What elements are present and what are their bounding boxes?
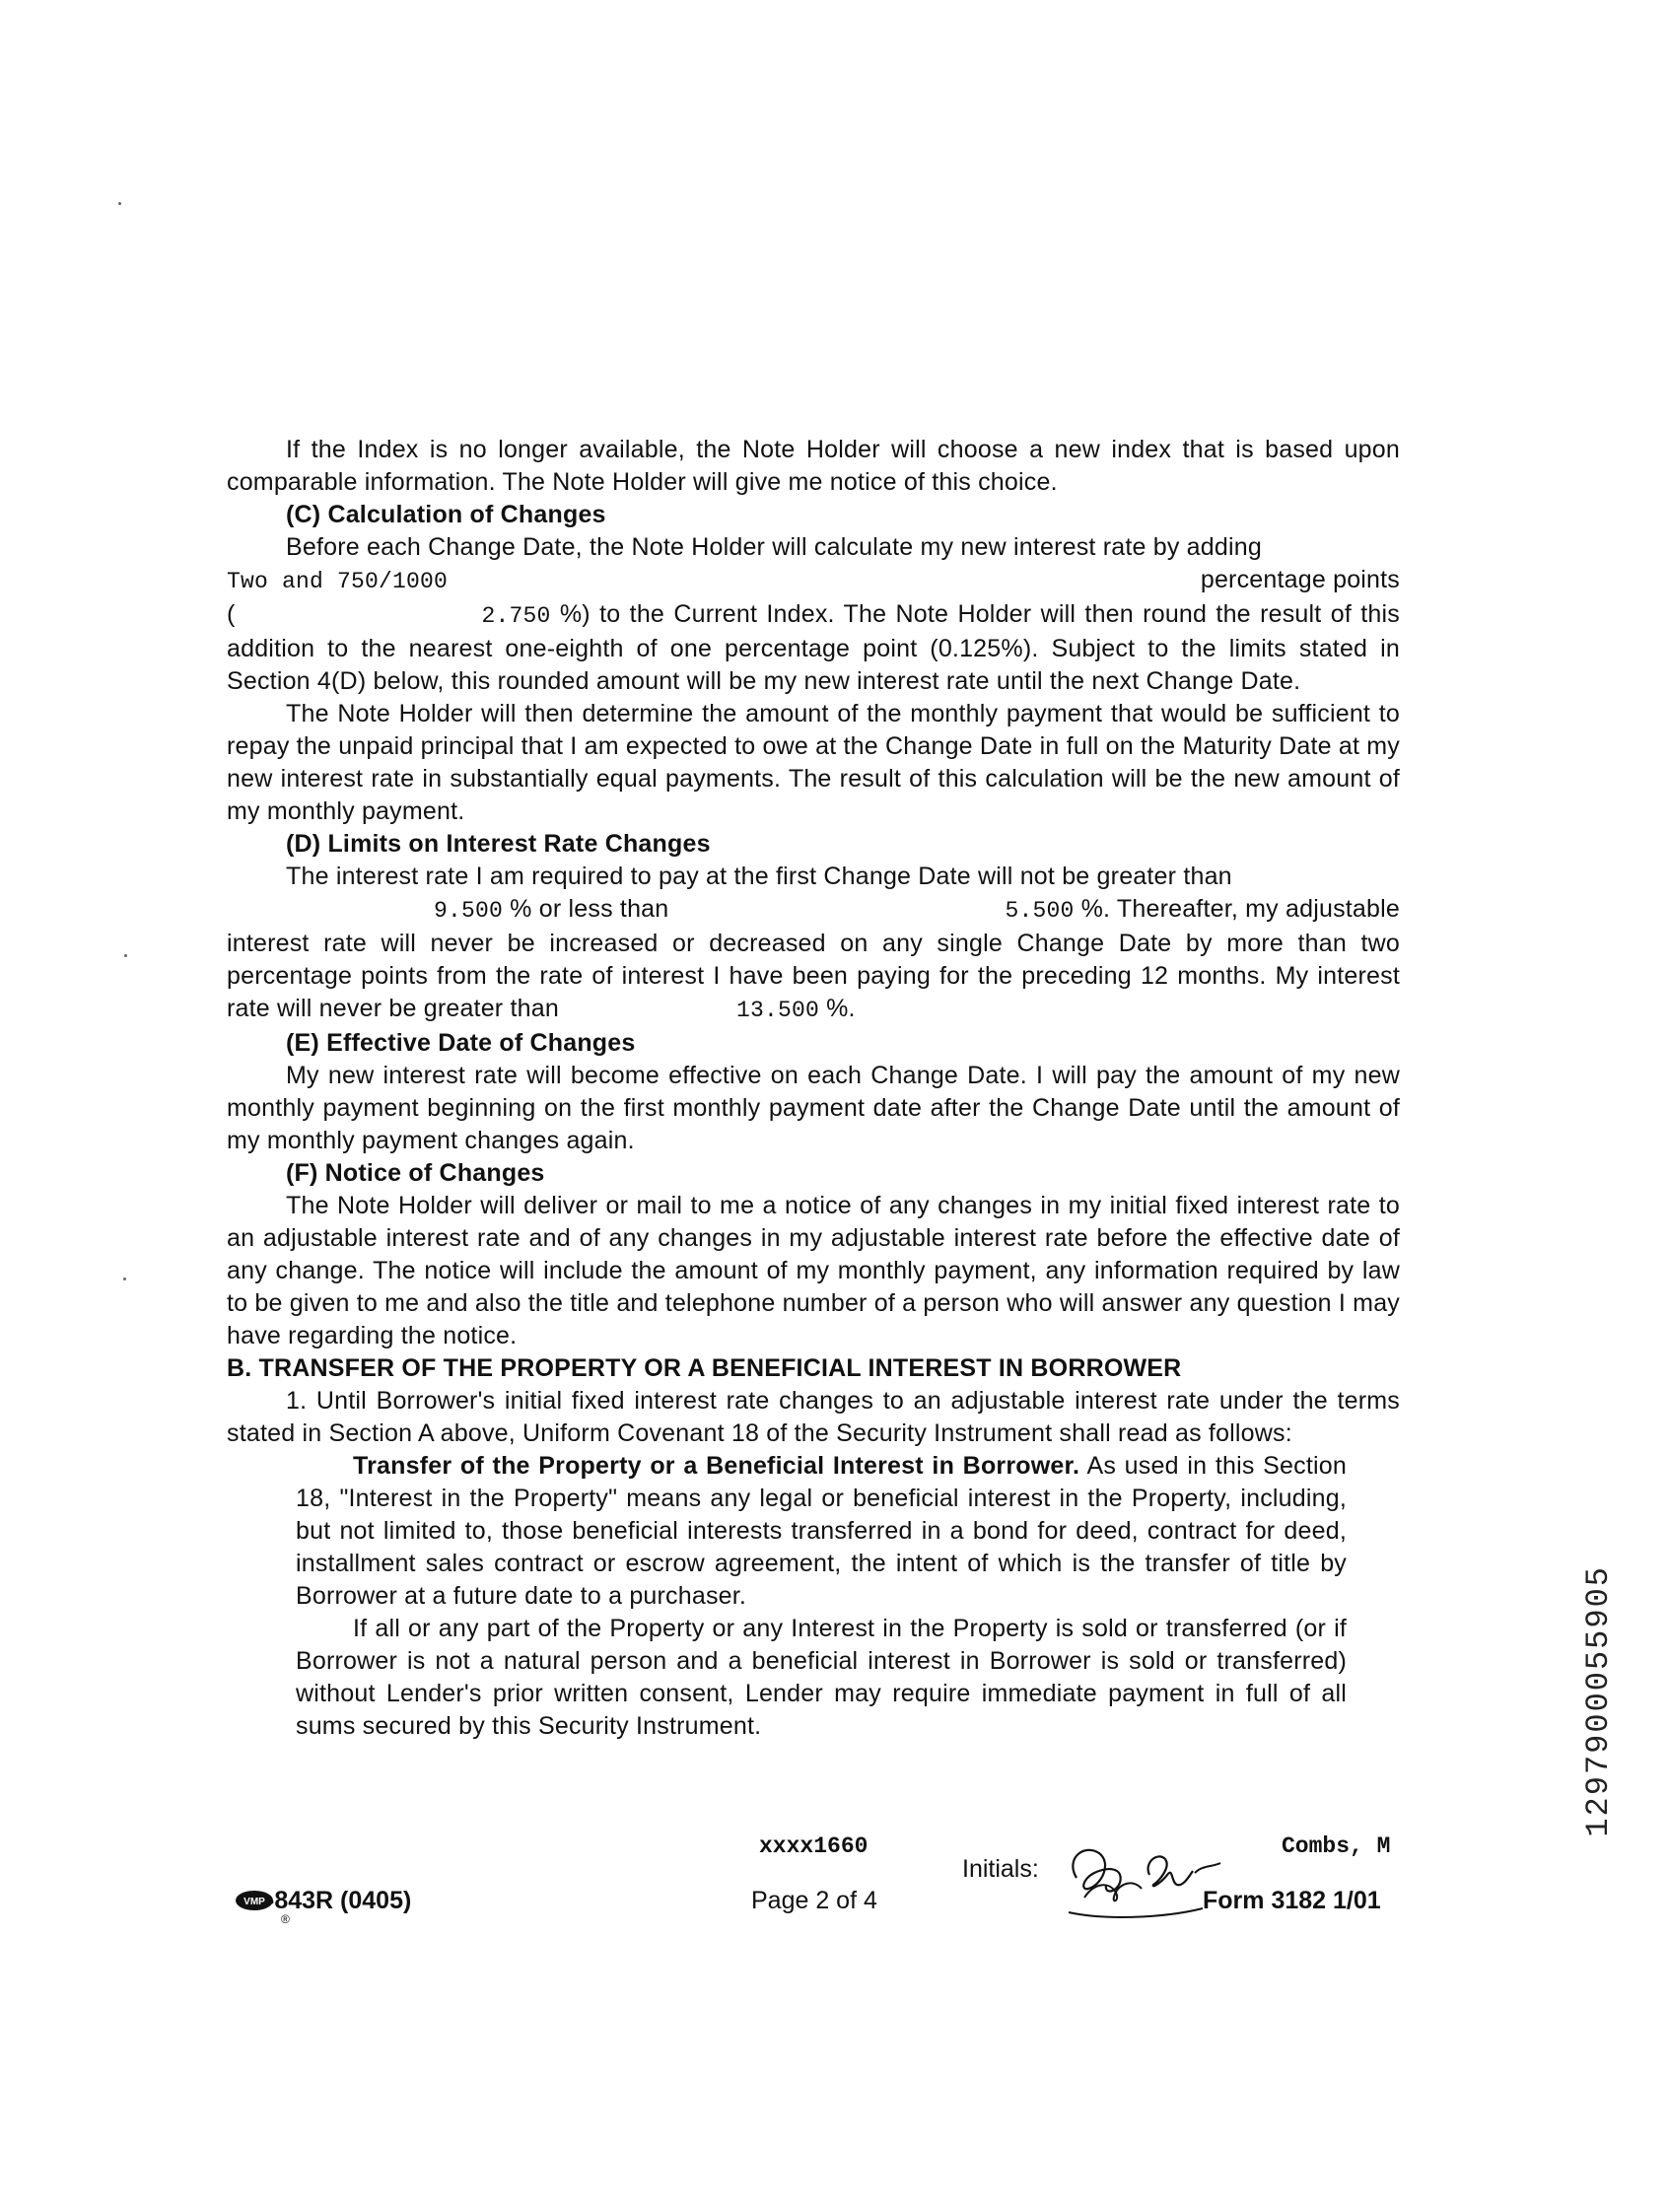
- section-d-rest: interest rate will never be increased or decreased on any single Change Date by more than two percentage points from the rate of interest I have been paying for the preceding 12 months. My interest rate will never be greater than: [227, 930, 1400, 1022]
- initials-signature: [1055, 1824, 1242, 1932]
- quote-paragraph2: If all or any part of the Property or any Interest in the Property is sold or transferred (or if Borrower is not a natural person and a beneficial interest in Borrower is sold or transferred) without Lender's prior written consent, Lender may require immediate payment in full of all sums secured by this Security Instrument.: [296, 1615, 1347, 1740]
- section-e-text: My new interest rate will become effective on each Change Date. I will pay the amount of my new monthly payment beginning on the first monthly payment date after the Change Date until the amount of my monthly payment changes again.: [227, 1062, 1400, 1154]
- section-b-item1: 1. Until Borrower's initial fixed interest rate changes to an adjustable interest rate under the terms stated in Section A above, Uniform Covenant 18 of the Security Instrument shall read as follows:: [227, 1387, 1400, 1447]
- vmp-logo-text: VMP: [243, 1897, 265, 1907]
- section-c-line1: Before each Change Date, the Note Holder will calculate my new interest rate by adding: [286, 533, 1262, 561]
- less-than-text: % or less than: [510, 895, 669, 923]
- first-change-max-rate: 9.500: [434, 898, 504, 924]
- page-number: Page 2 of 4: [751, 1887, 877, 1914]
- margin-percent: 2.750: [481, 603, 551, 629]
- first-change-min-rate: 5.500: [1005, 898, 1075, 924]
- paren-open: (: [227, 600, 236, 628]
- section-c-heading: (C) Calculation of Changes: [286, 501, 606, 528]
- borrower-name: Combs, M: [1282, 1833, 1391, 1859]
- percentage-points-label: percentage points: [1200, 566, 1400, 593]
- initials-label: Initials:: [962, 1855, 1039, 1883]
- section-d-line1: The interest rate I am required to pay at the first Change Date will not be greater than: [286, 863, 1232, 890]
- quote-p1-text: As used in this Section 18, "Interest in the Property" means any legal or beneficial interest in the Property, including, but not limited to, those beneficial interests transferred in a bond for deed, contract for deed, installment sales contract or escrow agreement, the intent of which is the transfer of title by Borrower at a future date to a purchaser.: [296, 1452, 1347, 1610]
- section-c-rest: %) to the Current Index. The Note Holder will then round the result of this addition to the nearest one-eighth of one percentage point (0.125%). Subject to the limits stated in Section 4(D) below, this rounded amount will be my new interest rate until the next Change Date.: [227, 600, 1400, 695]
- form-code: -843R (0405): [266, 1887, 412, 1914]
- percent-end: %.: [826, 995, 856, 1022]
- loan-number: xxxx1660: [759, 1833, 869, 1859]
- side-stamp-number: 1297900055905: [1580, 1565, 1617, 1837]
- margin-words: Two and 750/1000: [227, 569, 449, 594]
- quote-title: Transfer of the Property or a Beneficial Interest in Borrower.: [353, 1452, 1080, 1480]
- intro-paragraph: If the Index is no longer available, the Note Holder will choose a new index that is based upon comparable information. The Note Holder will give me notice of this choice.: [227, 436, 1400, 496]
- lifetime-max-rate: 13.500: [735, 998, 819, 1023]
- section-b-heading: B. TRANSFER OF THE PROPERTY OR A BENEFICIAL INTEREST IN BORROWER: [227, 1354, 1182, 1382]
- section-c-paragraph2: The Note Holder will then determine the amount of the monthly payment that would be sufficient to repay the unpaid principal that I am expected to owe at the Change Date in full on the Maturity Date at my new interest rate in substantially equal payments. The result of this calculation will be the new amount of my monthly payment.: [227, 700, 1400, 825]
- registered-mark: ®: [281, 1912, 290, 1926]
- form-number: Form 3182 1/01: [1203, 1887, 1381, 1914]
- section-e-heading: (E) Effective Date of Changes: [286, 1029, 636, 1057]
- section-d-heading: (D) Limits on Interest Rate Changes: [286, 830, 711, 858]
- section-f-heading: (F) Notice of Changes: [286, 1159, 545, 1187]
- section-f-text: The Note Holder will deliver or mail to me a notice of any changes in my initial fixed interest rate to an adjustable interest rate and of any changes in my adjustable interest rate before the effective date of any change. The notice will include the amount of my monthly payment, any information required by law to be given to me and also the title and telephone number of a person who will answer any question I may have regarding the notice.: [227, 1192, 1400, 1349]
- thereafter-text: %. Thereafter, my adjustable: [1080, 895, 1400, 923]
